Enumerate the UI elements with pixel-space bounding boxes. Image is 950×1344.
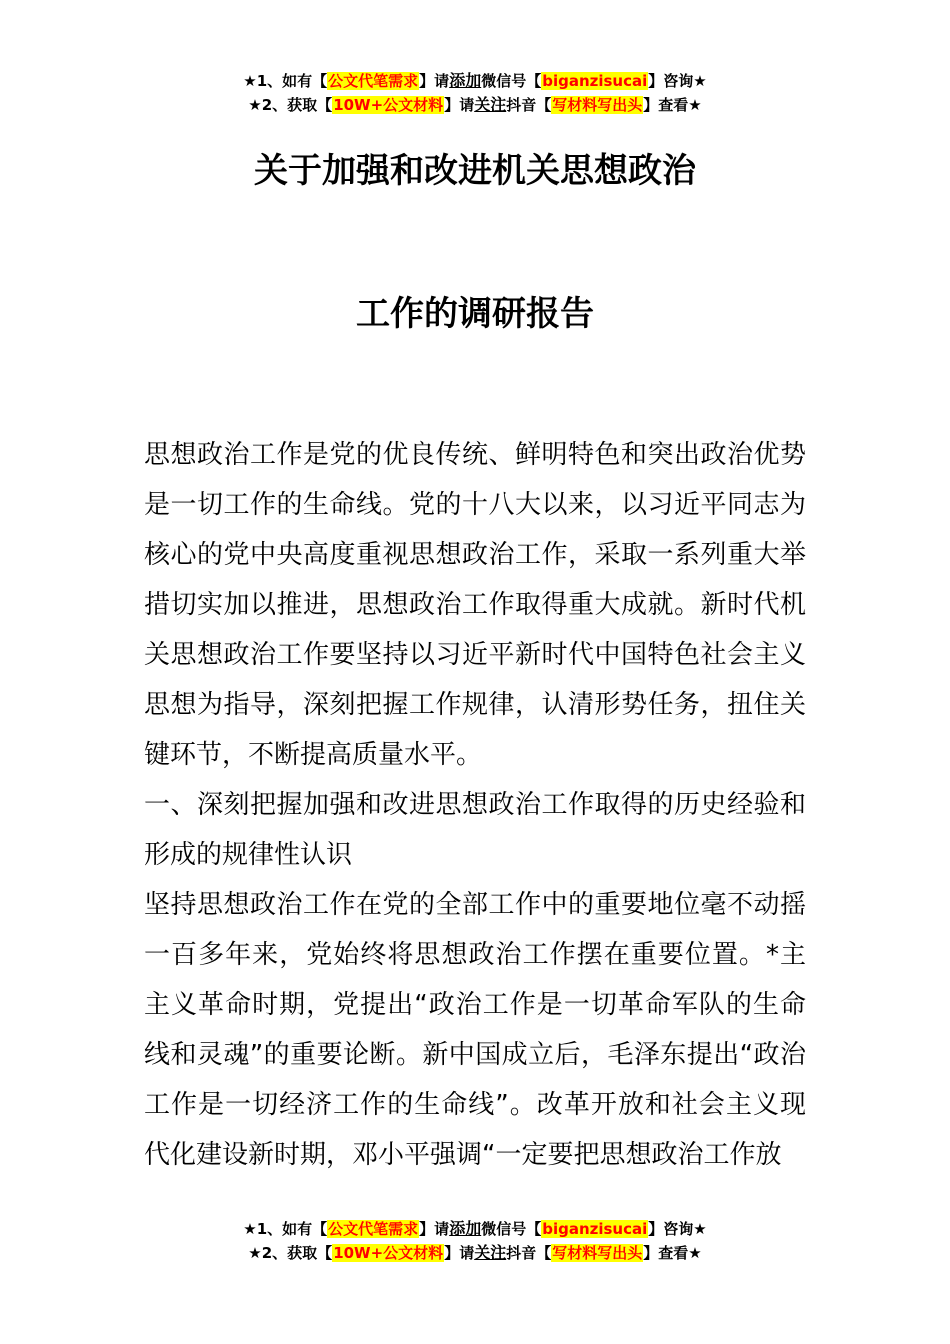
promo-highlight: 公文代笔需求 <box>328 72 419 90</box>
promo-text: 】请 <box>419 72 450 90</box>
promo-highlight: biganzisucai <box>542 72 648 90</box>
intro-paragraph: 思想政治工作是党的优良传统、鲜明特色和突出政治优势是一切工作的生命线。党的十八大以来，以习近平同志为核心的党中央高度重视思想政治工作，采取一系列重大举措切实加以推进，思想政治工作取得重大成就。新时代机关思想政治工作要坚持以习近平新时代中国特色社会主义思想为指导，深刻把握工作规律，认清形势任务，扭住关键环节，不断提高质量水平。 <box>144 440 806 770</box>
promo-line-1 <box>0 69 950 93</box>
promo-text: ★2、获取【 <box>248 1244 333 1262</box>
promo-text: 】请 <box>444 1244 475 1262</box>
promo-underline: 添加 <box>449 1219 482 1238</box>
promo-highlight: 写材料写出头 <box>552 1244 643 1262</box>
promo-text: 】查看★ <box>643 1244 702 1262</box>
promo-line-1 <box>0 1217 950 1241</box>
promo-highlight: 公文代笔需求 <box>328 1220 419 1238</box>
promo-text: 】请 <box>419 1220 450 1238</box>
promo-text: 】咨询★ <box>648 72 707 90</box>
promo-text: 微信号【 <box>481 72 542 90</box>
promo-banner-bottom <box>0 1217 950 1265</box>
promo-line-2 <box>0 1241 950 1265</box>
promo-text: ★1、如有【 <box>243 72 328 90</box>
promo-underline: 关注 <box>474 1243 507 1262</box>
promo-text: 】请 <box>444 96 475 114</box>
promo-text: ★1、如有【 <box>243 1220 328 1238</box>
promo-highlight: 10W+公文材料 <box>333 1244 444 1262</box>
promo-highlight: 写材料写出头 <box>552 96 643 114</box>
document-body <box>144 430 806 1180</box>
promo-text: 抖音【 <box>506 1244 552 1262</box>
document-title-line-2: 工作的调研报告 <box>356 294 594 334</box>
section-paragraph: 坚持思想政治工作在党的全部工作中的重要地位毫不动摇一百多年来，党始终将思想政治工作摆在重要位置。*主主义革命时期，党提出“政治工作是一切革命军队的生命线和灵魂”的重要论断。新中国成立后，毛泽东提出“政治工作是一切经济工作的生命线”。改革开放和社会主义现代化建设新时期，邓小平强调“一定要把思想政治工作放 <box>144 890 806 1170</box>
promo-text: 】查看★ <box>643 96 702 114</box>
document-title-line-1: 关于加强和改进机关思想政治 <box>254 151 696 191</box>
promo-highlight: biganzisucai <box>542 1220 648 1238</box>
promo-underline: 添加 <box>449 71 482 90</box>
promo-text: 抖音【 <box>506 96 552 114</box>
promo-banner-top <box>0 69 950 117</box>
promo-text: 微信号【 <box>481 1220 542 1238</box>
promo-highlight: 10W+公文材料 <box>333 96 444 114</box>
section-heading-1: 一、深刻把握加强和改进思想政治工作取得的历史经验和形成的规律性认识 <box>144 790 806 870</box>
promo-underline: 关注 <box>474 95 507 114</box>
promo-text: 】咨询★ <box>648 1220 707 1238</box>
promo-text: ★2、获取【 <box>248 96 333 114</box>
promo-line-2 <box>0 93 950 117</box>
